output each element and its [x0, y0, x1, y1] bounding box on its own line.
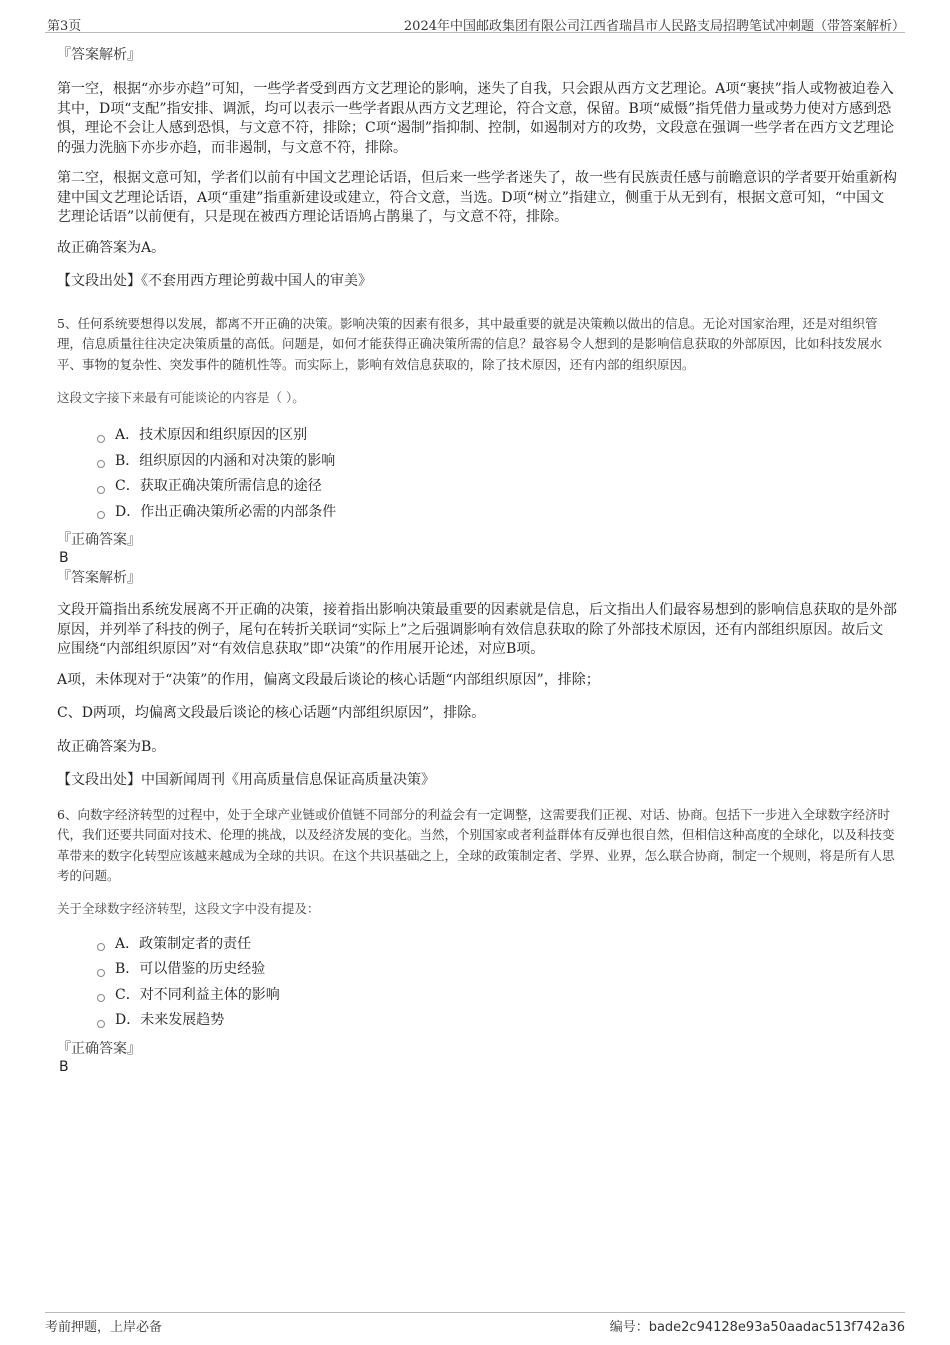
q4-analysis-label: 『答案解析』: [57, 47, 141, 63]
q5-prompt: 这段文字接下来最有可能谈论的内容是（ ）。: [57, 390, 305, 405]
q6-option-b[interactable]: B．可以借鉴的历史经验: [97, 957, 897, 983]
q6-option-d[interactable]: D．未来发展趋势: [97, 1008, 897, 1034]
radio-icon[interactable]: [97, 969, 105, 977]
q5-analysis-label: 『答案解析』: [57, 570, 141, 586]
q6-correct-label: 『正确答案』: [57, 1040, 141, 1057]
q6-prompt: 关于全球数字经济转型，这段文字中没有提及：: [57, 900, 320, 916]
document-title: 2024年中国邮政集团有限公司江西省瑞昌市人民路支局招聘笔试冲刺题（带答案解析）: [403, 19, 905, 34]
q5-option-d[interactable]: D．作出正确决策所必需的内部条件: [97, 500, 897, 526]
page-header: [45, 12, 905, 33]
footer-slogan: 考前押题，上岸必备: [45, 1320, 163, 1335]
q4-analysis-p3: 故正确答案为A。: [57, 239, 166, 256]
q6-correct-answer: B: [59, 1058, 69, 1075]
radio-icon[interactable]: [97, 994, 105, 1002]
q6-option-c[interactable]: C．对不同利益主体的影响: [97, 983, 897, 1009]
q4-analysis-p2: 第二空，根据文意可知，学者们以前有中国文艺理论话语，但后来一些学者迷失了，故一些有民族责任感与前瞻意识的学者要开始重新构建中国文艺理论话语，A项“重建”指重新建设或建立，符合文意，当选。D项“树立”指建立，侧重于从无到有，根据文意可知，“中国文艺理论话语”以前便有，只是现在被西方理论话语鸠占鹊巢了，与文意不符，排除。: [57, 170, 897, 225]
q5-analysis-p1: 文段开篇指出系统发展离不开正确的决策，接着指出影响决策最重要的因素就是信息，后文指出人们最容易想到的影响信息获取的是外部原因，并列举了科技的例子，尾句在转折关联词“实际上”之后强调影响有效信息获取的除了外部技术原因，还有内部组织原因。故后文应围绕“内部组织原因”对“有效信息获取”即“决策”的作用展开论述，对应B项。: [57, 602, 897, 657]
radio-icon[interactable]: [97, 943, 105, 951]
q5-correct-label: 『正确答案』: [57, 532, 141, 548]
q5-analysis-p3: C、D两项，均偏离文段最后谈论的核心话题“内部组织原因”，排除。: [57, 705, 486, 721]
footer-serial: 编号：bade2c94128e93a50aadac513f742a36: [609, 1320, 905, 1335]
q5-analysis-p2: A项，未体现对于“决策”的作用，偏离文段最后谈论的核心话题“内部组织原因”，排除；: [57, 671, 600, 688]
radio-icon[interactable]: [97, 460, 105, 468]
q6-option-a[interactable]: A．政策制定者的责任: [97, 932, 897, 958]
radio-icon[interactable]: [97, 435, 105, 443]
radio-icon[interactable]: [97, 1020, 105, 1028]
q4-source: 【文段出处】《不套用西方理论剪裁中国人的审美》: [57, 273, 372, 289]
q5-option-a[interactable]: A．技术原因和组织原因的区别: [97, 423, 897, 449]
q5-question: 5、任何系统要想得以发展，都离不开正确的决策。影响决策的因素有很多，其中最重要的就是决策赖以做出的信息。无论对国家治理，还是对组织管理，信息质量往往决定决策质量的高低。问题是，如何才能获得正确决策所需的信息？最容易令人想到的是影响信息获取的外部原因，比如科技发展水平、事物的复杂性、突发事件的随机性等。而实际上，影响有效信息获取的，除了技术原因，还有内部的组织原因。: [57, 315, 883, 372]
q5-source: 【文段出处】中国新闻周刊《用高质量信息保证高质量决策》: [57, 772, 435, 788]
q5-options: [57, 423, 897, 525]
main-content: [57, 46, 897, 1076]
q4-analysis-p1: 第一空，根据“亦步亦趋”可知，一些学者受到西方文艺理论的影响，迷失了自我，只会跟从西方文艺理论。A项“裹挟”指人或物被迫卷入其中，D项“支配”指安排、调派，均可以表示一些学者跟从西方文艺理论，符合文意，保留。B项“威慑”指凭借力量或势力使对方感到恐惧，理论不会让人感到恐惧，与文意不符，排除；C项“遏制”指抑制、控制，如遏制对方的攻势，文段意在强调一些学者在西方文艺理论的强力洗脑下亦步亦趋，而非遏制，与文意不符，排除。: [57, 81, 895, 156]
q5-option-b[interactable]: B．组织原因的内涵和对决策的影响: [97, 449, 897, 475]
page-number: 第3页: [47, 19, 82, 34]
q5-option-c[interactable]: C．获取正确决策所需信息的途径: [97, 474, 897, 500]
q5-correct-answer: B: [59, 550, 69, 566]
q6-question: 6、向数字经济转型的过程中，处于全球产业链或价值链不同部分的利益会有一定调整，这需要我们正视、对话、协商。包括下一步进入全球数字经济时代，我们还要共同面对技术、伦理的挑战，以及经济发展的变化。当然，个别国家或者利益群体有反弹也很自然，但相信这种高度的全球化，以及科技变革带来的数字化转型应该越来越成为全球的共识。在这个共识基础之上，全球的政策制定者、学界、业界，怎么联合协商，制定一个规则，将是所有人思考的问题。: [57, 806, 895, 883]
radio-icon[interactable]: [97, 486, 105, 494]
page-footer: [45, 1312, 905, 1335]
radio-icon[interactable]: [97, 511, 105, 519]
q5-analysis-p4: 故正确答案为B。: [57, 738, 166, 755]
q6-options: [57, 932, 897, 1034]
